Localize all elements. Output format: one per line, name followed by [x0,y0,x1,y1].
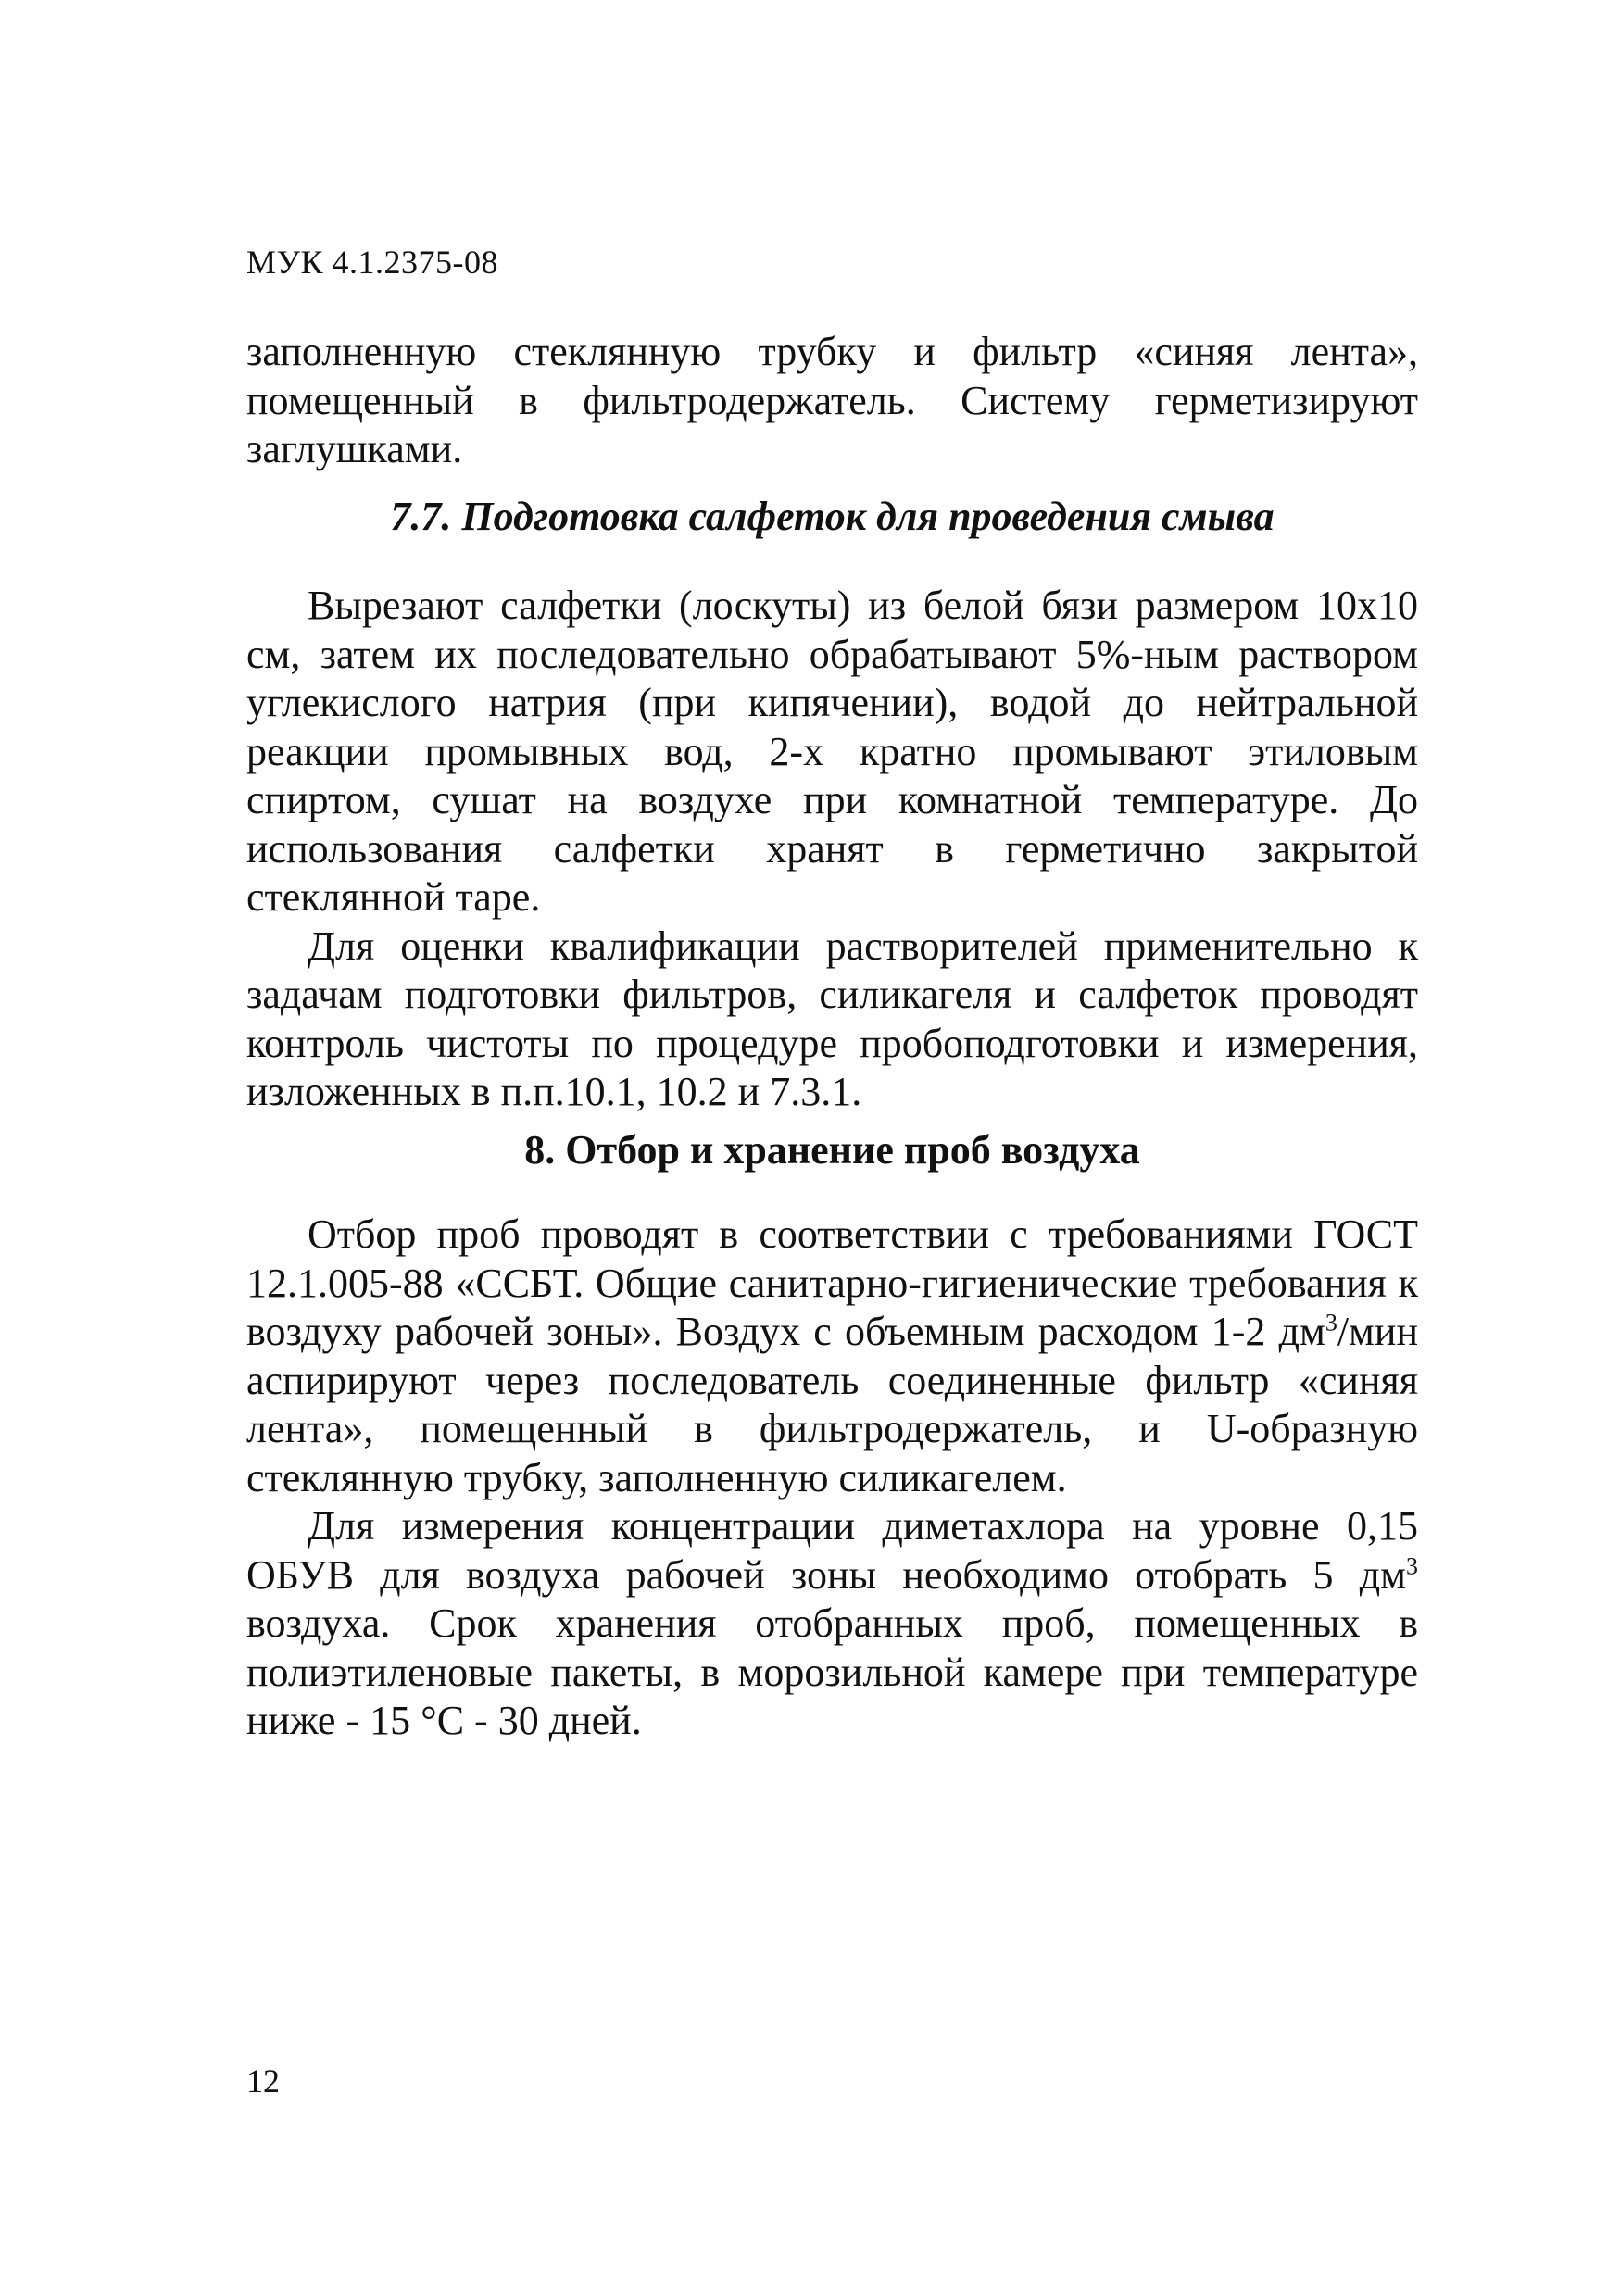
intro-paragraph: заполненную стеклянную трубку и фильтр «синяя лента», помещенный в фильтродержатель. Систему герметизируют заглушками. [246,329,1418,471]
section-8-paragraph-1-text-a: Отбор проб проводят в соответствии с требованиями ГОСТ 12.1.005-88 «ССБТ. Общие санитарно-гигиенические требования к воздуху рабочей зоны». Воздух с объемным расходом 1-2 дм [246,1211,1418,1354]
section-7-7-heading: 7.7. Подготовка салфеток для проведения смыва [390,494,1275,539]
section-7-7-paragraph-1: Вырезают салфетки (лоскуты) из белой бязи размером 10х10 см, затем их последовательно обрабатывают 5%-ным раствором углекислого натрия (при кипячении), водой до нейтральной реакции промывных вод, 2-х кратно промывают этиловым спиртом, сушат на воздухе при комнатной температуре. До использования салфетки хранят в герметично закрытой стеклянной таре. [246,583,1418,920]
section-8-heading: 8. Отбор и хранение проб воздуха [524,1127,1140,1173]
section-8-paragraph-1 [246,1211,1418,1502]
section-7-7-text-block [246,582,1418,1117]
intro-text-block [246,328,1418,474]
page-number: 12 [246,2063,280,2100]
section-8-paragraph-1-text-b: /мин аспирируют через последователь соединенные фильтр «синяя лента», помещенный в фильтродержатель, и U-образную стеклянную трубку, заполненную силикагелем. [246,1309,1418,1500]
section-8-paragraph-2 [246,1502,1418,1746]
section-8-paragraph-2-text-b: воздуха. Срок хранения отобранных проб, помещенных в полиэтиленовые пакеты, в морозильной камере при температуре ниже - 15 °С - 30 дней. [246,1600,1418,1743]
cubic-superscript: 3 [1325,1309,1337,1336]
section-7-7-paragraph-2: Для оценки квалификации растворителей применительно к задачам подготовки фильтров, силикагеля и салфеток проводят контроль чистоты по процедуре пробоподготовки и измерения, изложенных в п.п.10.1, 10.2 и 7.3.1. [246,922,1418,1114]
cubic-superscript: 3 [1406,1551,1418,1579]
document-code: МУК 4.1.2375-08 [246,244,498,281]
section-8-text-block [246,1211,1418,1746]
section-8-paragraph-2-text-a: Для измерения концентрации диметахлора на уровне 0,15 ОБУВ для воздуха рабочей зоны необходимо отобрать 5 дм [246,1503,1418,1598]
